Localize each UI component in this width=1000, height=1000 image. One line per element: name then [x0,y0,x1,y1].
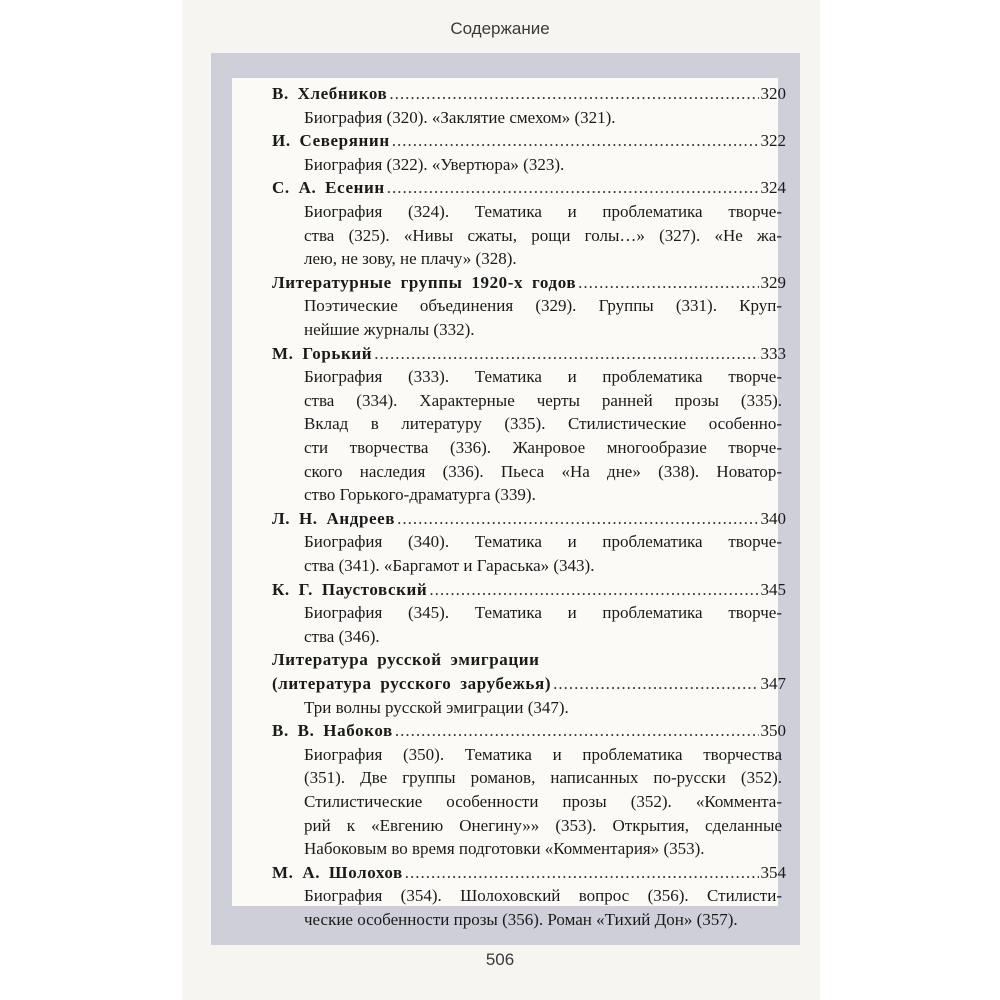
toc-entry-page: 345 [760,579,786,599]
toc-entry-description: Биография (333). Тематика и проблематика творче- [304,367,782,387]
leader-dots [395,719,759,743]
toc-entry-description: сти творчества (336). Жанровое многообразие творче- [304,438,782,457]
toc-entry-description: ства (325). «Нивы сжаты, рощи голы…» (327). «Не жа- [304,225,782,245]
toc-entry-description: Вклад в литературу (335). Стилистические особенно- [304,414,782,434]
toc-entry-page: 320 [760,84,786,103]
toc-entry-page: 333 [760,343,786,363]
toc-entry-description: ство Горького-драматурга (339). [304,485,536,505]
toc-entry-heading[interactable] [272,82,786,106]
leader-dots [387,176,759,200]
toc-entry-description: нейшие журналы (332). [304,320,475,339]
toc-entry-description: Биография (345). Тематика и проблематика творче- [304,603,782,623]
toc-entry-description: ческие особенности прозы (356). Роман «Тихий Дон» (357). [304,910,738,929]
toc-entry-heading[interactable] [272,719,786,743]
toc-entry-title: Литературные группы 1920-х годов [272,272,577,292]
leader-dots [397,507,758,531]
toc-entry-title: М. Горький [272,343,373,363]
toc-entry-title: Литература русской эмиграции [272,650,540,670]
toc-entry-page: 324 [760,178,786,198]
toc-entry-title: Л. Н. Андреев [272,508,396,528]
toc-entry-heading-cont[interactable] [272,672,786,696]
leader-dots [405,861,759,885]
toc-entry-description: Биография (340). Тематика и проблематика творче- [304,532,782,552]
toc-entry-title: В. В. Набоков [272,721,393,741]
leader-dots [392,129,759,153]
toc-entry-description: ского наследия (336). Пьеса «На дне» (338). Новатор- [304,461,782,481]
toc-entry-page: 340 [760,508,786,528]
toc-entry-title: С. А. Есенин [272,178,385,198]
toc-entry-heading[interactable] [272,648,786,672]
toc-entry-description: лею, не зову, не плачу» (328). [304,249,517,269]
toc-entry-description: (351). Две группы романов, написанных по-русски (352). [304,768,782,788]
toc-entry-description: Биография (320). «Заклятие смехом» (321). [304,107,616,127]
leader-dots [374,342,758,366]
toc-entry-title: В. Хлебников [272,84,388,103]
toc-entry-heading[interactable] [272,271,786,295]
toc-entry-heading[interactable] [272,578,786,602]
toc-entry-description: Стилистические особенности прозы (352). «Коммента- [304,792,782,811]
toc-entry-page: 322 [760,131,786,151]
leader-dots [578,271,758,295]
toc-entry-heading[interactable] [272,507,786,531]
toc-entry-title: И. Северянин [272,131,390,151]
toc-entry-heading[interactable] [272,861,786,885]
page-number: 506 [485,950,515,969]
toc-entry-heading[interactable] [272,342,786,366]
toc-entry-description: Три волны русской эмиграции (347). [304,697,569,717]
leader-dots [553,672,758,696]
page-header: Содержание [450,19,550,38]
leader-dots [389,82,758,106]
toc-entry-description: ства (346). [304,626,380,646]
toc-entry-title: К. Г. Паустовский [272,579,428,599]
toc-entry-description: Набоковым во время подготовки «Комментария» (353). [304,839,705,859]
toc-entry-description: Поэтические объединения (329). Группы (331). Круп- [304,296,782,316]
toc-entry-page: 329 [760,272,786,292]
toc-entry-description: рий к «Евгению Онегину»» (353). Открытия, сделанные [304,815,782,835]
toc-entry-description: Биография (324). Тематика и проблематика творче- [304,202,782,221]
toc-entry-title-cont: (литература русского зарубежья) [272,674,552,693]
toc-entry-heading[interactable] [272,176,786,200]
toc-entry-page: 350 [760,721,786,741]
toc-entry-description: Биография (322). «Увертюра» (323). [304,154,565,174]
toc-entry-description: Биография (350). Тематика и проблематика творчества [304,744,782,764]
toc-entry-description: ства (334). Характерные черты ранней прозы (335). [304,390,782,410]
toc-entry-page: 354 [760,862,786,882]
toc-entry-description: ства (341). «Баргамот и Гараська» (343). [304,556,595,575]
toc-entry-page: 347 [760,674,786,693]
toc-entry-description: Биография (354). Шолоховский вопрос (356). Стилисти- [304,886,782,906]
leader-dots [429,578,758,602]
toc-entry-title: М. А. Шолохов [272,862,403,882]
toc-entry-heading[interactable] [272,129,786,153]
